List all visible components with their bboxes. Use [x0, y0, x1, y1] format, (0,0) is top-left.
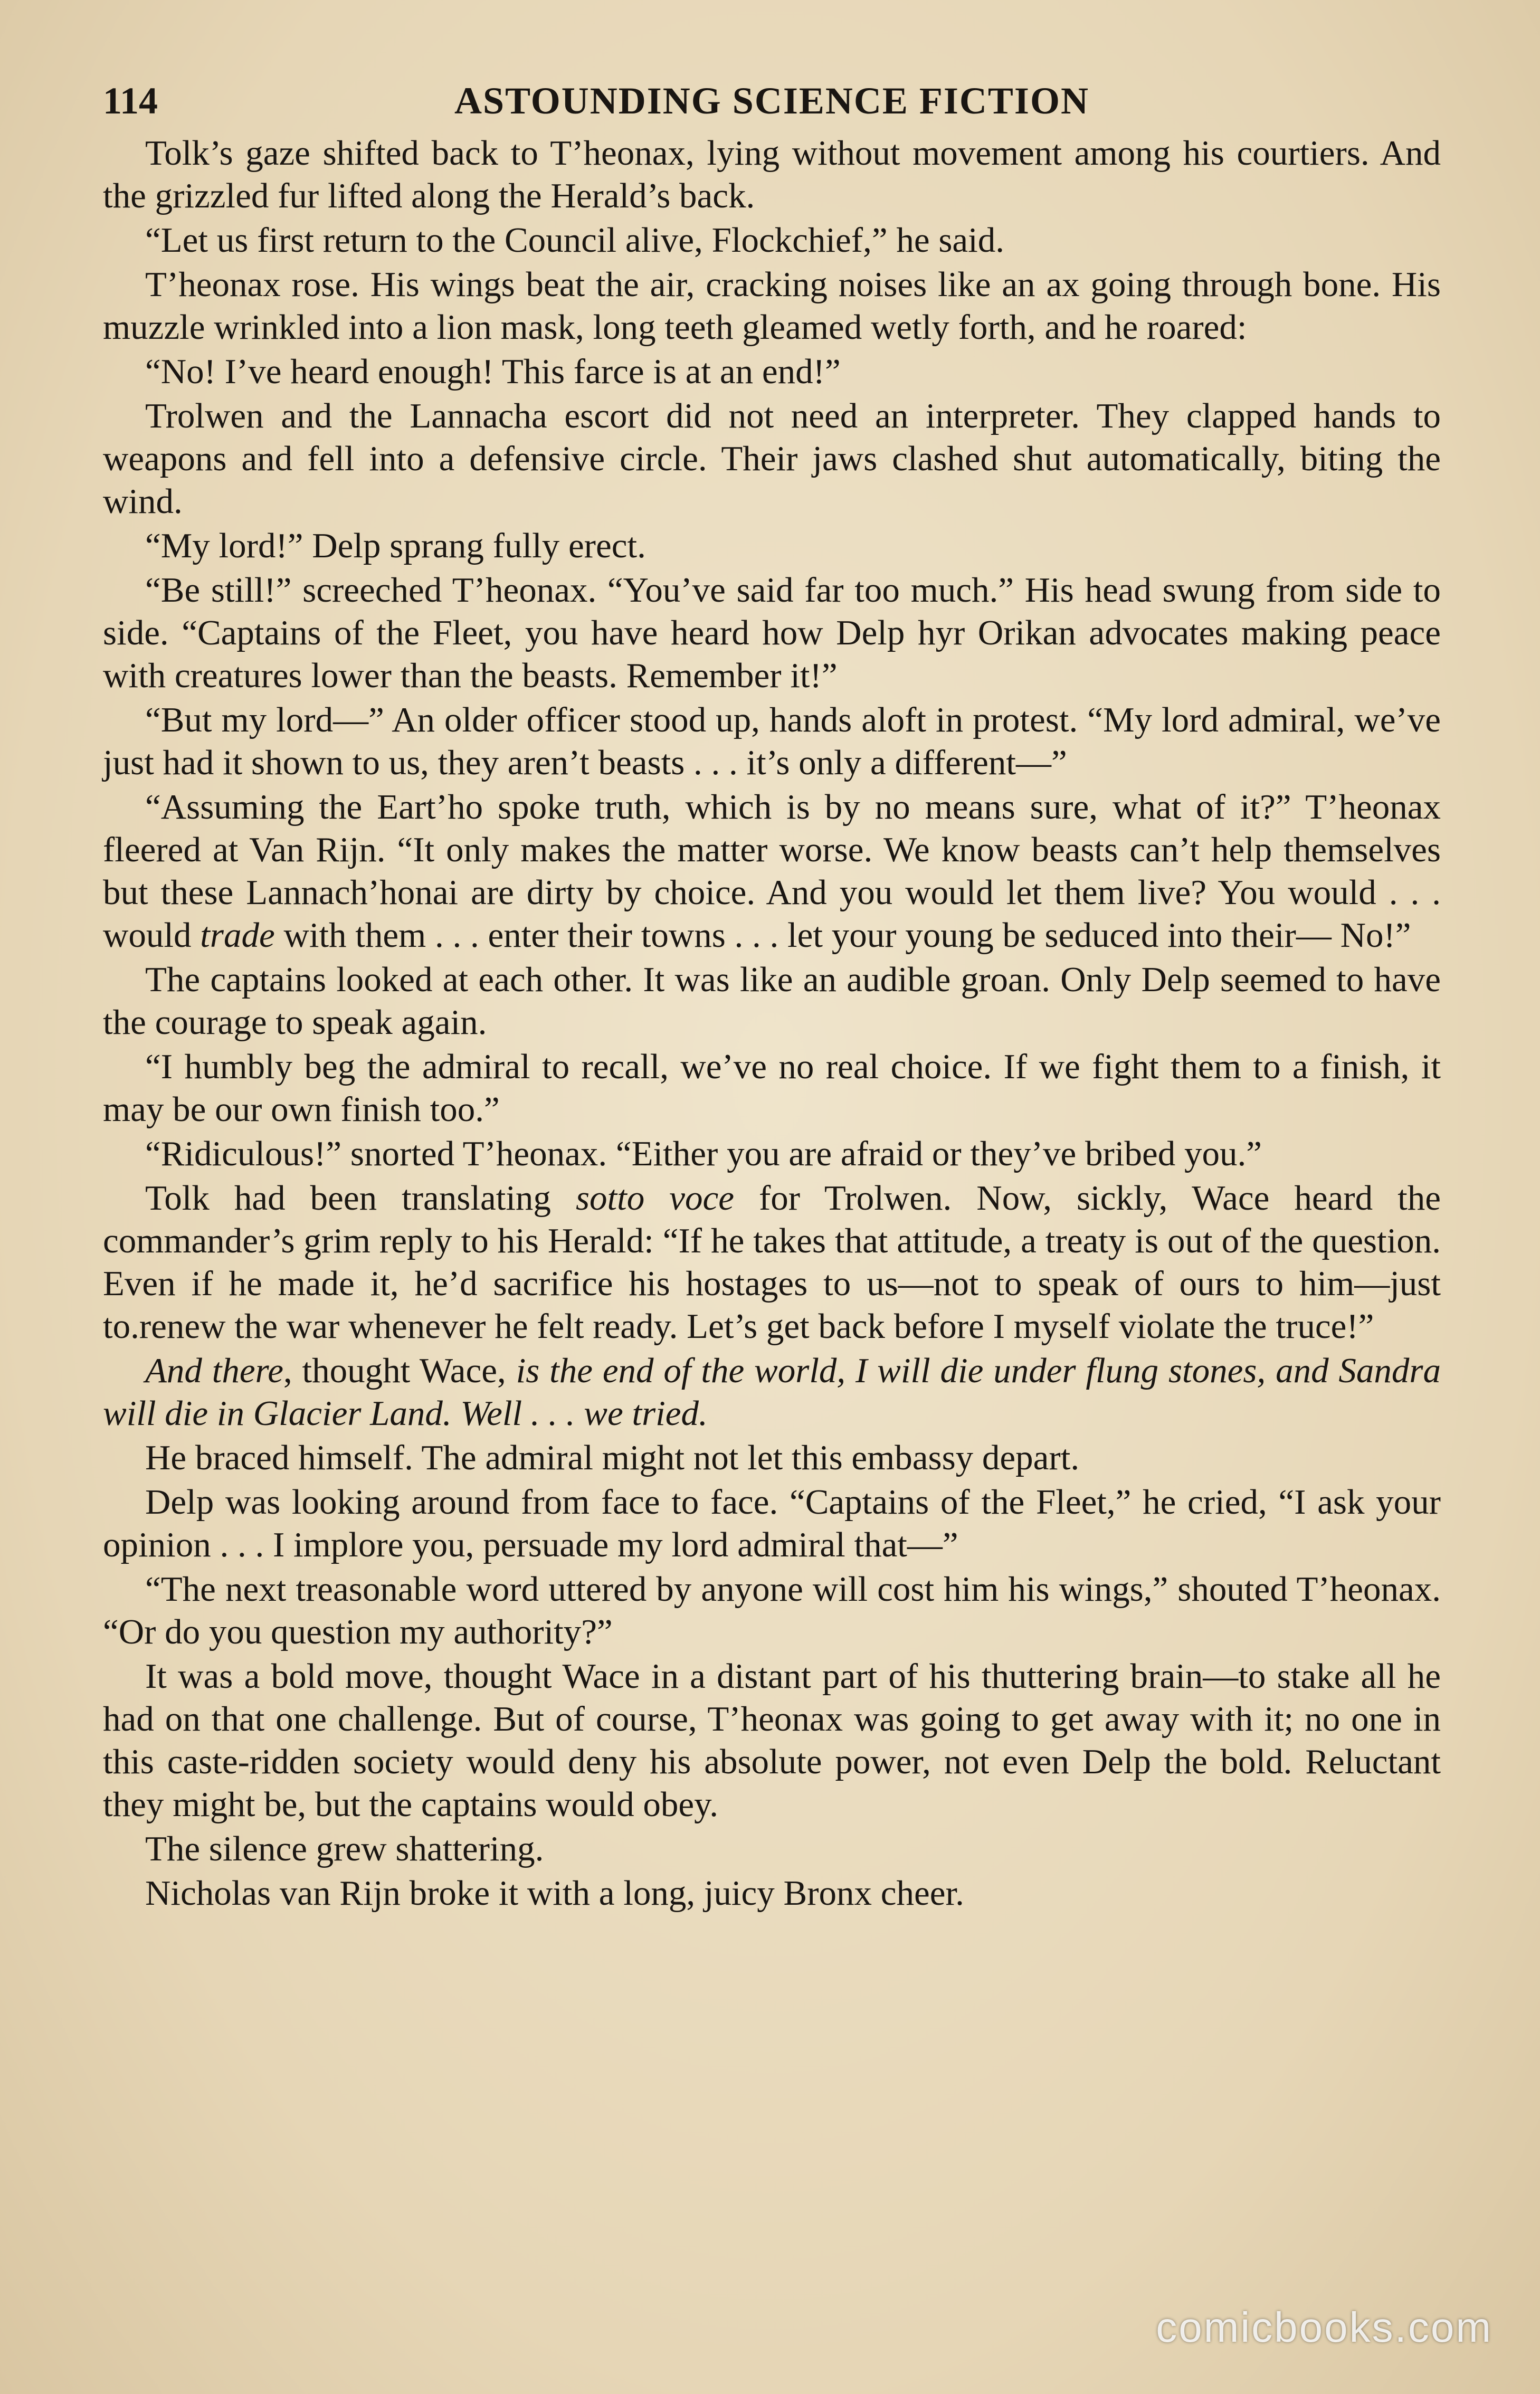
paragraph: [103, 350, 1441, 393]
text-run: , thought Wace,: [283, 1351, 516, 1390]
text-run: “Assuming the Eart’ho spoke truth, which is by no means sure, what of it?” T’heonax fleered at Van Rijn. “It only makes the matter worse. We know beasts can’t help themselves but these Lannach’honai are dirty by choice. And you would let them live? You would . . . would: [103, 787, 1441, 955]
text-run: “But my lord—” An older officer stood up, hands aloft in protest. “My lord admiral, we’ve just had it shown to us, they aren’t beasts . . . it’s only a different—”: [103, 700, 1441, 782]
text-run: Nicholas van Rijn broke it with a long, juicy Bronx cheer.: [145, 1874, 964, 1913]
text-run: for Trolwen. Now, sickly, Wace heard the commander’s grim reply to his Herald: “If he takes that attitude, a treaty is out of the question. Even if he made it, he’d sacrifice his hostages to us—not to speak of ours to him—just to.renew the war whenever he felt ready. Let’s get back before I myself violate the truce!”: [103, 1179, 1441, 1346]
text-run: “I humbly beg the admiral to recall, we’ve no real choice. If we fight them to a finish, it may be our own finish too.”: [103, 1047, 1441, 1129]
text-run: “No! I’ve heard enough! This farce is at an end!”: [145, 352, 841, 391]
paragraph: [103, 132, 1441, 217]
paragraph: [103, 1177, 1441, 1348]
text-run: “The next treasonable word uttered by anyone will cost him his wings,” shouted T’heonax. “Or do you question my authority?”: [103, 1570, 1441, 1651]
running-head: [103, 79, 1441, 132]
paragraph: [103, 1481, 1441, 1566]
text-run: “Let us first return to the Council alive, Flockchief,” he said.: [145, 221, 1004, 260]
paragraph: [103, 263, 1441, 349]
paragraph: [103, 1828, 1441, 1870]
paragraph: [103, 1133, 1441, 1175]
paragraph: [103, 958, 1441, 1044]
italic-text: sotto voce: [575, 1179, 734, 1218]
paragraph: [103, 786, 1441, 957]
text-run: He braced himself. The admiral might not let this embassy depart.: [145, 1438, 1080, 1477]
italic-text: trade: [200, 916, 275, 955]
book-page: [103, 79, 1441, 1916]
text-run: Delp was looking around from face to face. “Captains of the Fleet,” he cried, “I ask your opinion . . . I implore you, persuade my lord admiral that—”: [103, 1483, 1441, 1564]
paragraph: [103, 525, 1441, 567]
story-text: [103, 132, 1441, 1915]
text-run: “Be still!” screeched T’heonax. “You’ve said far too much.” His head swung from side to side. “Captains of the Fleet, you have heard how Delp hyr Orikan advocates making peace with creatures lower than the beasts. Remember it!”: [103, 571, 1441, 695]
text-run: It was a bold move, thought Wace in a distant part of his thuttering brain—to stake all he had on that one challenge. But of course, T’heonax was going to get away with it; no one in this caste-ridden society would deny his absolute power, not even Delp the bold. Reluctant they might be, but the captains would obey.: [103, 1657, 1441, 1824]
paragraph: [103, 699, 1441, 784]
paragraph: [103, 569, 1441, 697]
paragraph: [103, 219, 1441, 262]
text-run: Trolwen and the Lannacha escort did not need an interpreter. They clapped hands to weapons and fell into a defensive circle. Their jaws clashed shut automatically, biting the wind.: [103, 396, 1441, 521]
italic-text: And there: [145, 1351, 283, 1390]
paragraph: [103, 1046, 1441, 1131]
italic-text: is the end of the world, I will die under flung stones, and Sandra will die in Glacier Land. Well . . . we tried.: [103, 1351, 1441, 1433]
paragraph: [103, 1568, 1441, 1654]
text-run: “Ridiculous!” snorted T’heonax. “Either you are afraid or they’ve bribed you.”: [145, 1134, 1262, 1173]
text-run: “My lord!” Delp sprang fully erect.: [145, 526, 646, 565]
text-run: with them . . . enter their towns . . . let your young be seduced into their— No!”: [274, 916, 1411, 955]
text-run: The captains looked at each other. It was like an audible groan. Only Delp seemed to have the courage to speak again.: [103, 960, 1441, 1042]
text-run: Tolk’s gaze shifted back to T’heonax, lying without movement among his courtiers. And the grizzled fur lifted along the Herald’s back.: [103, 134, 1441, 215]
paragraph: [103, 1655, 1441, 1826]
paragraph: [103, 1872, 1441, 1915]
page-number: 114: [103, 80, 158, 122]
text-run: T’heonax rose. His wings beat the air, cracking noises like an ax going through bone. His muzzle wrinkled into a lion mask, long teeth gleamed wetly forth, and he roared:: [103, 265, 1441, 347]
paragraph: [103, 1437, 1441, 1479]
magazine-title: ASTOUNDING SCIENCE FICTION: [454, 80, 1089, 122]
text-run: The silence grew shattering.: [145, 1829, 544, 1868]
text-run: Tolk had been translating: [145, 1179, 576, 1218]
watermark: comicbooks.com: [1156, 2304, 1493, 2351]
paragraph: [103, 1350, 1441, 1435]
paragraph: [103, 395, 1441, 523]
